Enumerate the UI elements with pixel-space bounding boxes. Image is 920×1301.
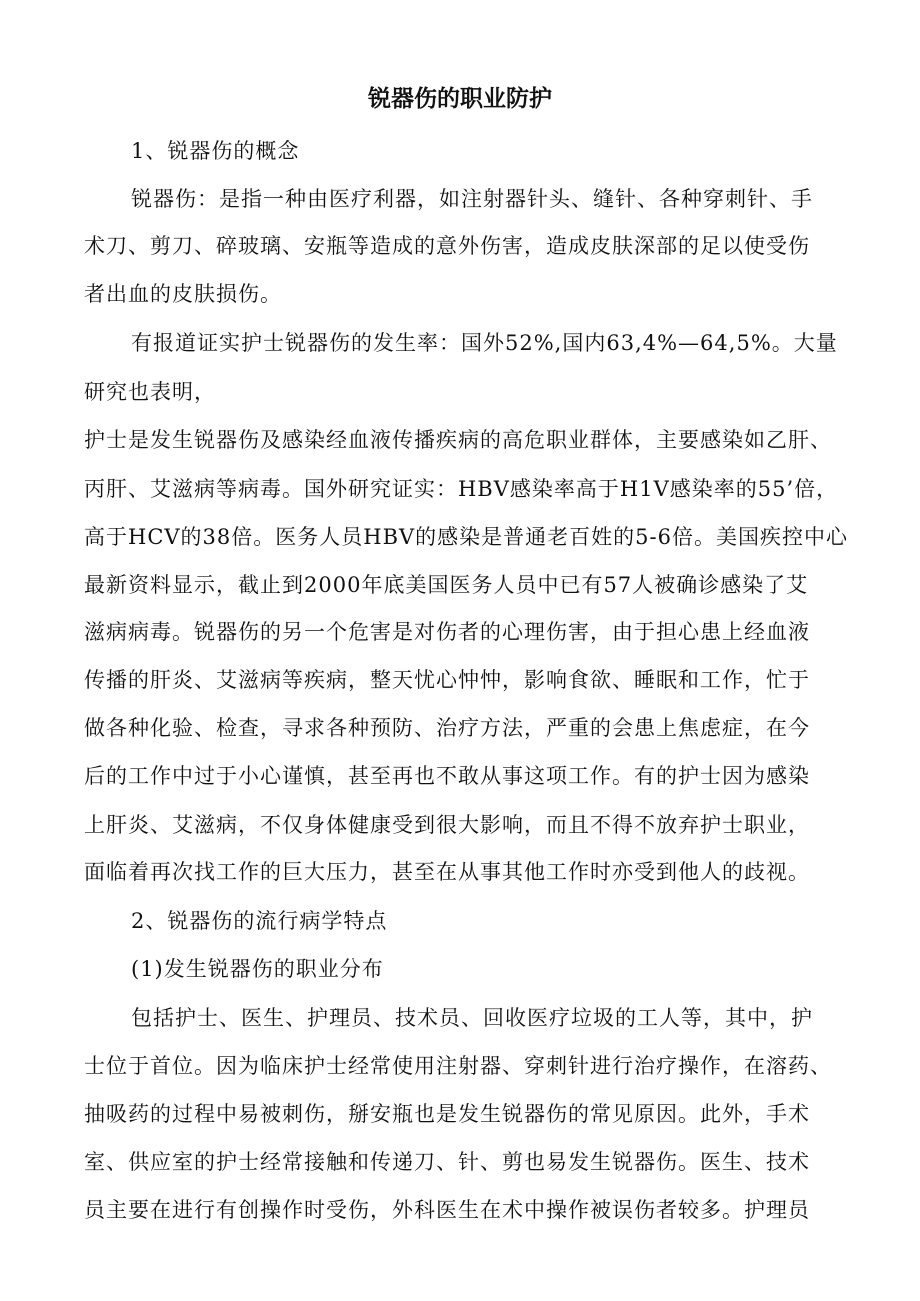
- subsection-heading: (1)发生锐器伤的职业分布: [131, 957, 384, 981]
- paragraph-line: 高于HCV的38倍。医务人员HBV的感染是普通老百姓的5-6倍。美国疾控中心: [84, 525, 848, 549]
- paragraph-line: 士位于首位。因为临床护士经常使用注射器、穿刺针进行治疗操作，在溶药、: [84, 1054, 832, 1078]
- paragraph-line: 面临着再次找工作的巨大压力，甚至在从事其他工作时亦受到他人的歧视。: [84, 860, 810, 884]
- paragraph-line: 者出血的皮肤损伤。: [84, 282, 282, 306]
- document-title: 锐器伤的职业防护: [368, 86, 552, 112]
- paragraph-line: 室、供应室的护士经常接触和传递刀、针、剪也易发生锐器伤。医生、技术: [84, 1150, 810, 1174]
- paragraph-line: 员主要在进行有创操作时受伤，外科医生在术中操作被误伤者较多。护理员: [84, 1198, 810, 1222]
- paragraph-line: 术刀、剪刀、碎玻璃、安瓶等造成的意外伤害，造成皮肤深部的足以使受伤: [84, 234, 810, 258]
- paragraph-line: 传播的肝炎、艾滋病等疾病，整天忧心忡忡，影响食欲、睡眠和工作，忙于: [84, 668, 810, 692]
- paragraph-line: 抽吸药的过程中易被刺伤，掰安瓶也是发生锐器伤的常见原因。此外，手术: [84, 1102, 810, 1126]
- paragraph-line: 滋病病毒。锐器伤的另一个危害是对伤者的心理伤害，由于担心患上经血液: [84, 620, 810, 644]
- paragraph-line: 包括护士、医生、护理员、技术员、回收医疗垃圾的工人等，其中，护: [131, 1006, 813, 1030]
- paragraph-line: 护士是发生锐器伤及感染经血液传播疾病的高危职业群体，主要感染如乙肝、: [84, 428, 832, 452]
- paragraph-line: 上肝炎、艾滋病，不仅身体健康受到很大影响，而且不得不放弃护士职业，: [84, 813, 810, 837]
- section-heading: 1、锐器伤的概念: [131, 139, 300, 163]
- paragraph-line: 最新资料显示，截止到2000年底美国医务人员中已有57人被确诊感染了艾: [84, 573, 809, 597]
- paragraph-line: 研究也表明，: [84, 380, 216, 404]
- paragraph-line: 丙肝、艾滋病等病毒。国外研究证实：HBV感染率高于H1V感染率的55’倍，: [84, 477, 839, 501]
- paragraph-line: 有报道证实护士锐器伤的发生率：国外52%,国内63,4%—64,5%。大量: [131, 331, 838, 355]
- section-heading: 2、锐器伤的流行病学特点: [131, 909, 388, 933]
- paragraph-line: 锐器伤：是指一种由医疗利器，如注射器针头、缝针、各种穿刺针、手: [131, 187, 813, 211]
- paragraph-line: 后的工作中过于小心谨慎，甚至再也不敢从事这项工作。有的护士因为感染: [84, 764, 810, 788]
- paragraph-line: 做各种化验、检查，寻求各种预防、治疗方法，严重的会患上焦虑症，在今: [84, 716, 810, 740]
